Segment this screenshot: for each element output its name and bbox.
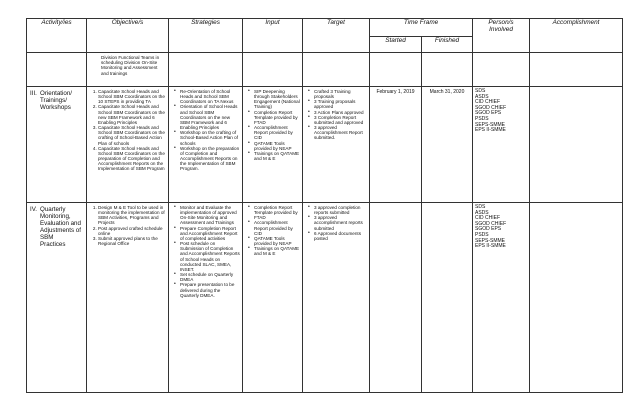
person-item: CID CHIEF (475, 215, 501, 222)
target-cell (303, 87, 370, 203)
input-item: • Completion Report Template provided by FTAD (254, 110, 300, 125)
header-target: Target (303, 19, 370, 53)
person-item: SGOD CHIEF (475, 104, 507, 111)
objective-item: 3. Capacitate School Heads and School SBM Coordinators on the crafting of School-Based Action Plan of schools (98, 125, 166, 146)
activity-title-line: Orientation/ (40, 90, 72, 97)
finished-date: March 31, 2020 (429, 89, 465, 95)
input-item: • QATAME Tools provided by NEAP (254, 141, 300, 151)
objective-item: 1. Design M & E Tool to be used in monitoring the implementation of SBM Activities, Programs and Projects (98, 205, 166, 226)
activity-title (40, 90, 72, 111)
person-item: SDS (475, 204, 486, 210)
strategy-item: • Prepare presentation to be delivered during the Quarterly DMEA. (180, 282, 240, 297)
target-item: • 3 Training proposals approved (314, 99, 367, 109)
header-activities: Activity/ies (27, 19, 87, 53)
activity-title (40, 206, 81, 248)
activity-title-line: Quarterly (40, 206, 66, 213)
header-strategies: Strategies (169, 19, 243, 53)
input-cell (243, 203, 303, 393)
person-item: EPS II-SMME (475, 243, 506, 250)
finished-cell (422, 87, 473, 203)
header-objectives: Objective/s (87, 19, 169, 53)
carryover-input (243, 53, 303, 87)
strategy-item: • Workshop on the crafting of School-Based Action Plan of schools (180, 130, 240, 145)
objectives-cell (87, 203, 169, 393)
carryover-objective-text: Division Functional Teams in scheduling Division On-Site Monitoring and Assessment and trainings (101, 55, 160, 76)
started-date (370, 203, 421, 207)
header-finished: Finished (422, 37, 473, 53)
activity-number: IV. (30, 206, 37, 213)
person-item: ASDS (475, 93, 489, 100)
input-item: • QATAME Tools provided by NEAP (254, 236, 300, 246)
activity-number: III. (30, 90, 37, 97)
carryover-finished (422, 53, 473, 87)
objective-item: 2. Post approved crafted schedule online (98, 226, 166, 236)
activity-title-line: Adjustments of (40, 227, 81, 234)
person-item: SGOD EPS (475, 110, 502, 117)
objectives-cell (87, 87, 169, 203)
activity-cell (27, 87, 87, 203)
target-item: • 3 approved Accomplishment Report submitted. (314, 125, 367, 140)
accomplishment-cell (530, 203, 623, 393)
finished-cell (422, 203, 473, 393)
person-item: ASDS (475, 209, 489, 216)
input-item: • Trainings on QATAME and M & E (254, 151, 300, 161)
strategy-item: • Set schedule on Quarterly DMEA (180, 272, 240, 282)
input-item: • SIP Deepening through Stakeholders Engagement (National Training) (254, 89, 300, 110)
target-cell (303, 203, 370, 393)
finished-date (422, 203, 472, 207)
person-item: PSDS (475, 115, 489, 122)
input-cell (243, 87, 303, 203)
carryover-objective (87, 53, 169, 87)
person-item: SGOD CHIEF (475, 220, 507, 227)
strategies-cell (169, 203, 243, 393)
person-item: SDS (475, 88, 486, 94)
carryover-activity (27, 53, 87, 87)
started-cell (370, 87, 422, 203)
person-item: PSDS (475, 231, 489, 238)
person-item: EPS II-SMME (475, 127, 506, 134)
started-cell (370, 203, 422, 393)
header-started: Started (370, 37, 422, 53)
strategy-item: • Post schedule on Submission of Completion and Accomplishment Reports of School Heads on conducted SLAC, SMEA, INSET. (180, 241, 240, 272)
strategies-cell (169, 87, 243, 203)
carryover-strategies (169, 53, 243, 87)
target-item: • Crafted 3 Training proposals (314, 89, 367, 99)
header-persons-involved (473, 19, 530, 53)
accomplishment-cell (530, 87, 623, 203)
person-item: SEPS-SMME (475, 237, 506, 244)
header-accomplishment: Accomplishment (530, 19, 623, 53)
strategy-item: • Monitor and Evaluate the implementation of approved On-Site Monitoring and Assessment and Trainings (180, 205, 240, 226)
input-item: • Completion Report Template provided by FTAD (254, 205, 300, 220)
carryover-target (303, 53, 370, 87)
carryover-row (27, 53, 623, 87)
objective-item: 2. Capacitate School Heads and School SBM Coordinators on the new SBM Framework and 6 Enabling Principles (98, 104, 166, 125)
persons-cell (473, 203, 530, 393)
table-row (27, 203, 623, 393)
activity-title-line: Workshops (40, 104, 71, 111)
activity-title-line: Practices (40, 241, 66, 248)
carryover-started (370, 53, 422, 87)
table-row (27, 87, 623, 203)
header-persons-label: Person/s Involved (488, 19, 514, 33)
person-item: CID CHIEF (475, 99, 501, 106)
input-item: • Accomplishment Report provided by CID (254, 125, 300, 140)
strategy-item: • Prepare Completion Report and Accomplishment Report of completed activities (180, 226, 240, 241)
strategy-item: • Orientation of School Heads and School SBM Coordinators on the new SBM Framework and 6 Enabling Principles (180, 104, 240, 130)
target-item: • 3 approved completion reports submitted (314, 205, 367, 215)
header-input: Input (243, 19, 303, 53)
persons-cell (473, 87, 530, 203)
activity-cell (27, 203, 87, 393)
target-item: • 3 approved accomplishment reports submitted (314, 215, 367, 230)
objective-item: 4. Capacitate School Heads and School SBM Coordinators on the preparation of Completion and Accomplishment Reports on the Implementation of SBM Program (98, 146, 166, 172)
work-plan-table (26, 18, 623, 393)
objective-item: 3. Submit approved plans to the Regional Office (98, 236, 166, 246)
person-item: SGOD EPS (475, 226, 502, 233)
person-item: SEPS-SMME (475, 121, 506, 128)
header-time-frame: Time Frame (370, 19, 473, 37)
input-item: • Accomplishment Report provided by CID (254, 220, 300, 235)
activity-title-line: SBM (40, 234, 54, 241)
target-item: • 3 Completion Report submitted and approved (314, 115, 367, 125)
activity-title-line: Evaluation and (40, 220, 81, 227)
carryover-persons (473, 53, 530, 87)
started-date: February 1, 2019 (376, 89, 415, 95)
target-item: • 3 Action Plans approved (314, 110, 367, 115)
header-row (27, 19, 623, 37)
carryover-accomplishment (530, 53, 623, 87)
activity-title-line: Trainings/ (40, 97, 67, 104)
objective-item: 1. Capacitate School Heads and School SBM Coordinators on the 10 STEPS in providing TA (98, 89, 166, 104)
input-item: • Trainings on QATAME and M & E (254, 246, 300, 256)
target-item: • 6 Approved documents posted (314, 231, 367, 241)
activity-title-line: Monitoring, (40, 213, 71, 220)
strategy-item: • Workshop on the preparation of Completion and Accomplishment Reports on the Implementation of SBM Program. (180, 146, 240, 172)
strategy-item: • Re-Orientation of School Heads and School SBM Coordinators on TA Nexus (180, 89, 240, 104)
